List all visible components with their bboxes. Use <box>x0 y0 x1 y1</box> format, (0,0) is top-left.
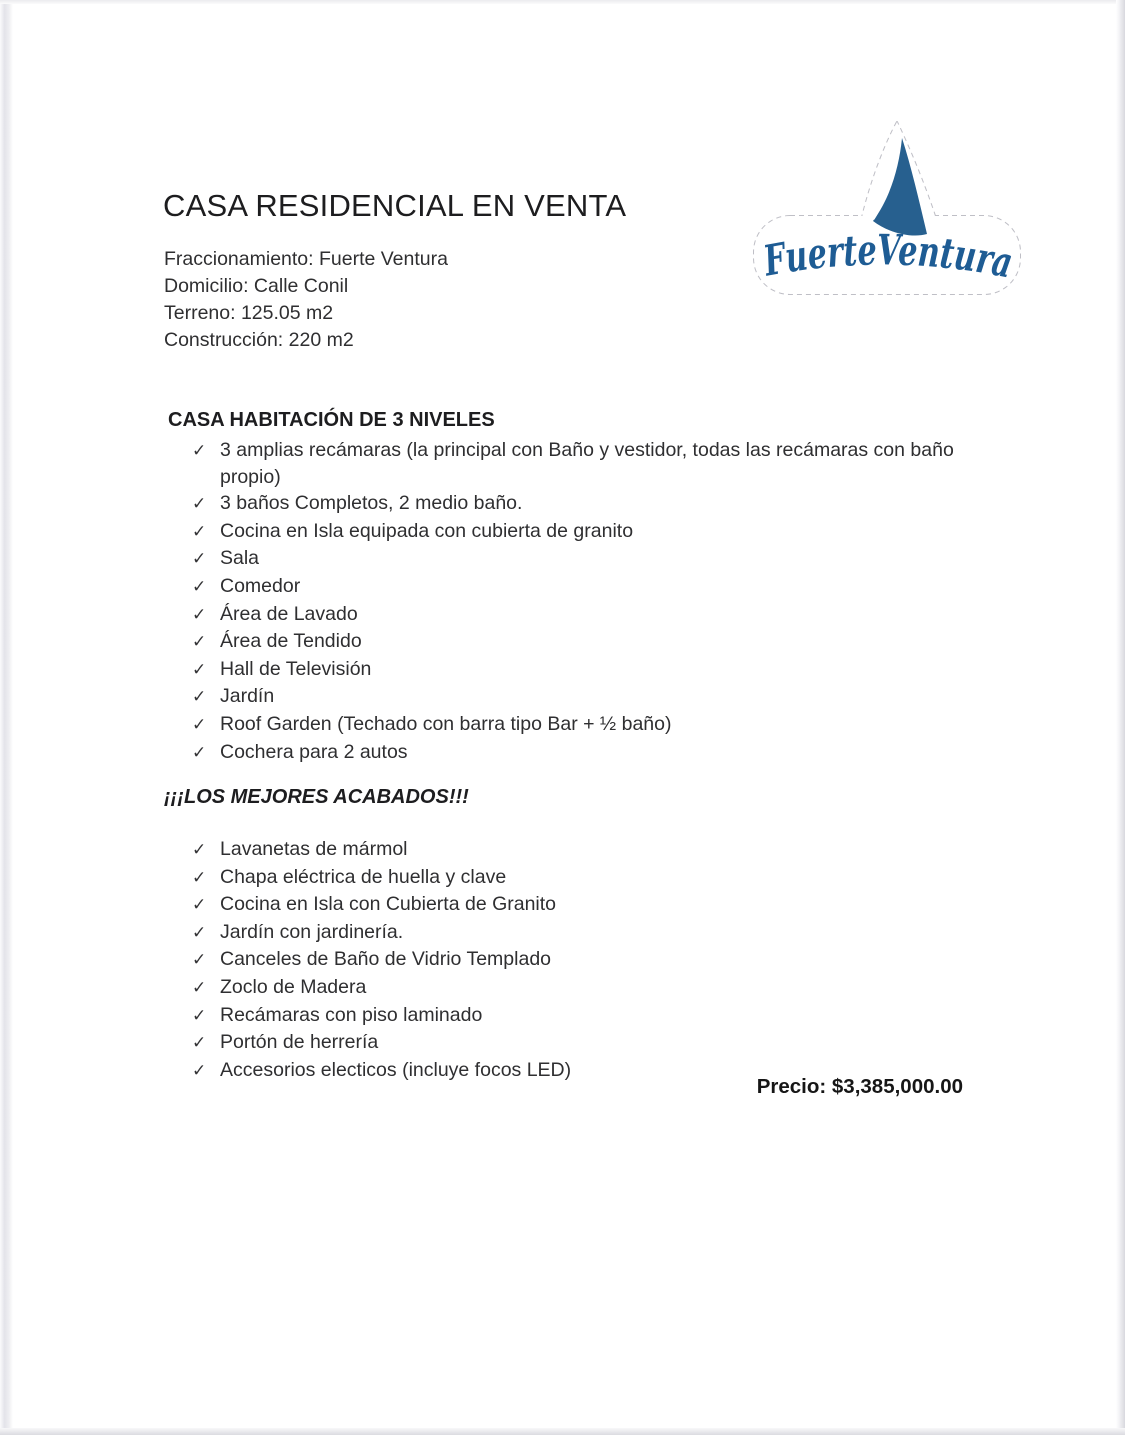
checklist-item <box>192 683 957 711</box>
checklist-item-text: Comedor <box>220 574 301 597</box>
checklist-item-text: Área de Tendido <box>220 630 362 653</box>
checklist-item <box>192 437 957 490</box>
checklist-item <box>192 545 957 573</box>
checklist-item <box>192 891 571 919</box>
page-edge-bottom <box>0 1428 1125 1435</box>
checklist-item <box>192 518 957 546</box>
checklist-item <box>192 739 957 767</box>
fuerteventura-logo <box>750 116 1026 302</box>
checklist-item <box>192 711 957 739</box>
checklist-item-text: Jardín <box>220 685 275 708</box>
checklist-item-text: Cocina en Isla equipada con cubierta de granito <box>220 519 634 542</box>
page-edge-left <box>0 0 13 1435</box>
checkmark-icon: ✓ <box>192 1005 207 1025</box>
checklist-item <box>192 1029 571 1057</box>
checklist-item-text: Lavanetas de mármol <box>220 838 408 860</box>
detail-line: Construcción: 220 m2 <box>164 329 354 351</box>
checkmark-icon: ✓ <box>192 977 207 997</box>
checklist-item-text: Roof Garden (Techado con barra tipo Bar + ½ baño) <box>220 712 672 735</box>
checklist-item <box>192 946 571 974</box>
checklist-item <box>192 919 571 947</box>
checklist-item <box>192 656 957 684</box>
features-heading: CASA HABITACIÓN DE 3 NIVELES <box>168 409 495 431</box>
checkmark-icon: ✓ <box>192 494 207 514</box>
property-details <box>164 246 448 354</box>
checkmark-icon: ✓ <box>192 521 207 541</box>
checklist-item-text: Jardín con jardinería. <box>220 920 404 943</box>
detail-line: Terreno: 125.05 m2 <box>164 302 334 324</box>
page-edge-right <box>1116 0 1125 1435</box>
checkmark-icon: ✓ <box>192 549 207 569</box>
checklist-item-text: Sala <box>220 547 260 570</box>
detail-line: Fraccionamiento: Fuerte Ventura <box>164 248 448 270</box>
checkmark-icon: ✓ <box>192 576 207 596</box>
checklist-item-text: Canceles de Baño de Vidrio Templado <box>220 948 552 971</box>
checklist-item <box>192 601 957 629</box>
checkmark-icon: ✓ <box>192 1060 207 1080</box>
checklist-item <box>192 1002 571 1030</box>
checkmark-icon: ✓ <box>192 632 207 652</box>
finishes-heading: ¡¡¡LOS MEJORES ACABADOS!!! <box>164 786 469 808</box>
checkmark-icon: ✓ <box>192 441 207 460</box>
checklist-item-text: Hall de Televisión <box>220 657 372 680</box>
checklist-item <box>192 864 571 892</box>
detail-line: Domicilio: Calle Conil <box>164 275 349 297</box>
price-label: Precio: $3,385,000.00 <box>756 1075 963 1098</box>
checkmark-icon: ✓ <box>192 950 207 970</box>
checklist-item <box>192 490 957 518</box>
checklist-item-text: Accesorios electicos (incluye focos LED) <box>220 1058 572 1081</box>
checkmark-icon: ✓ <box>192 895 207 915</box>
checkmark-icon: ✓ <box>192 922 207 942</box>
features-list <box>192 437 957 766</box>
checklist-item-text: Recámaras con piso laminado <box>220 1003 483 1026</box>
checklist-item-text: Portón de herrería <box>220 1031 379 1054</box>
checklist-item-text: Chapa eléctrica de huella y clave <box>220 865 507 888</box>
checklist-item-text: Zoclo de Madera <box>220 975 367 998</box>
checklist-item-text: Cochera para 2 autos <box>220 740 408 763</box>
checklist-item <box>192 1057 571 1085</box>
checkmark-icon: ✓ <box>192 659 207 679</box>
checkmark-icon: ✓ <box>192 687 207 707</box>
checklist-item-text: Área de Lavado <box>220 602 358 625</box>
sailboat-logo-icon <box>750 116 1026 302</box>
page-edge-top <box>0 0 1125 4</box>
page-title: CASA RESIDENCIAL EN VENTA <box>163 188 627 223</box>
checklist-item-text: 3 baños Completos, 2 medio baño. <box>220 492 523 515</box>
finishes-list <box>192 836 571 1084</box>
checklist-item-text: Cocina en Isla con Cubierta de Granito <box>220 893 557 916</box>
checkmark-icon: ✓ <box>192 604 207 624</box>
checklist-item <box>192 836 571 864</box>
checklist-item <box>192 974 571 1002</box>
checklist-item-text: 3 amplias recámaras (la principal con Baño y vestidor, todas las recámaras con baño propio) <box>220 439 954 488</box>
checklist-item <box>192 628 957 656</box>
checkmark-icon: ✓ <box>192 867 207 887</box>
checkmark-icon: ✓ <box>192 742 207 762</box>
checklist-item <box>192 573 957 601</box>
logo-brand-text: FuerteVentura <box>760 225 1025 290</box>
checkmark-icon: ✓ <box>192 840 207 859</box>
checkmark-icon: ✓ <box>192 1033 207 1053</box>
checkmark-icon: ✓ <box>192 714 207 734</box>
